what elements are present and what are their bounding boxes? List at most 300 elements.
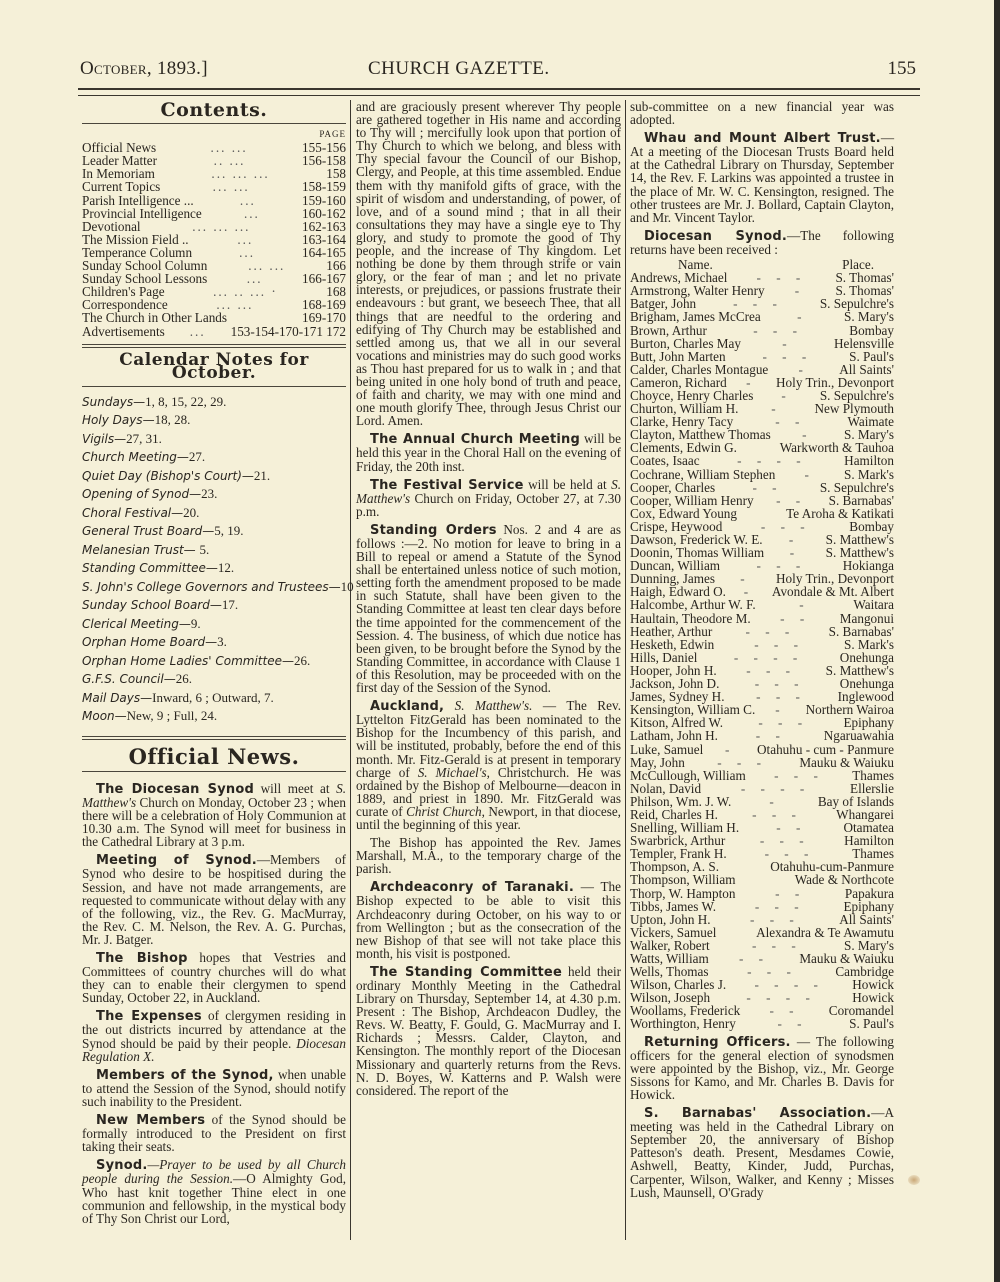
toc-entry-label: Official News <box>82 140 157 156</box>
table-row <box>630 494 894 507</box>
member-name: Hesketh, Edwin <box>630 636 715 652</box>
toc-entry <box>82 233 346 246</box>
leader-dashes: - - - <box>756 559 807 573</box>
member-name: Clarke, Henry Tacy <box>630 414 734 430</box>
calendar-entry-label: Vigils— <box>82 431 127 446</box>
member-place: Epiphany <box>843 898 894 914</box>
calendar-entry-value: 10 <box>340 578 354 594</box>
toc-entry <box>82 194 346 207</box>
divider <box>82 123 346 124</box>
article-members: Members of the Synod, when unable to attend the Session of the Synod, should notify such inability to the President. <box>82 1066 346 1109</box>
table-row <box>630 873 894 886</box>
calendar-entry <box>82 707 346 726</box>
member-name: Woollams, Frederick <box>630 1003 741 1019</box>
synod-returns-table <box>630 258 894 1031</box>
member-name: Clayton, Matthew Thomas <box>630 427 771 443</box>
toc-entry-pages: 162-163 <box>302 218 346 234</box>
member-name: Heather, Arthur <box>630 623 713 639</box>
leader-dashes: - - - <box>752 807 802 822</box>
member-name: Calder, Charles Montague <box>630 361 769 377</box>
table-row <box>630 638 894 651</box>
article-diocesan-synod-returns: Diocesan Synod.—The following returns have been received : <box>630 227 894 257</box>
member-place: Howick <box>852 990 894 1006</box>
toc-entry <box>82 220 346 233</box>
table-row <box>630 887 894 900</box>
toc-leader-dots: ... <box>239 244 255 260</box>
calendar-heading: Calendar Notes for October. <box>119 349 309 383</box>
calendar-entry-value: Inward, 6 ; Outward, 7. <box>152 689 274 705</box>
table-row <box>630 337 894 350</box>
calendar-entry-label: Church Meeting— <box>82 450 189 465</box>
article-annual-meeting: The Annual Church Meeting will be held this year in the Choral Hall on the evening of Friday, the 20th inst. <box>356 431 621 474</box>
member-name: Thompson, William <box>630 872 736 888</box>
leader-dashes: - - - <box>774 768 824 782</box>
article-standing-orders: Standing Orders Nos. 2 and 4 are as follows :—2. No motion for leave to bring in a Bill to repeal or amend a Statute of the Synod shall be entertained unless notice of such motion, setting forth the amendment proposed to be made in such Statute, shall have been given to the Standing Committee at least ten clear days before the time appointed for the commencement of the Session. 4. The business, of which due notice has been given, to be brought before the Synod by the Standing Committee, in accordance with Clause 1 of this Resolution, may be proceeded with on the first day of the Session of the Synod. <box>356 521 621 696</box>
calendar-entry-value: 5, 19. <box>214 523 244 539</box>
member-place: Mangonui <box>839 610 894 626</box>
member-place: S. Mark's <box>843 466 894 482</box>
calendar-entry-label: G.F.S. Council— <box>82 672 176 687</box>
member-name: Walker, Robert <box>630 937 710 953</box>
member-name: Luke, Samuel <box>630 741 704 757</box>
member-place: Thames <box>852 767 894 783</box>
member-name: Kensington, William C. <box>630 702 756 718</box>
calendar-entry-label: S. John's College Governors and Trustees— <box>82 579 341 594</box>
calendar-entry-value: 17. <box>221 597 239 613</box>
calendar-entry <box>82 633 346 652</box>
member-name: Brigham, James McCrea <box>630 309 761 325</box>
calendar-entry-label: Choral Festival— <box>82 505 184 520</box>
table-row <box>630 310 894 323</box>
member-place: Bombay <box>849 518 894 534</box>
column-right <box>630 100 894 1204</box>
toc-entry-label: Parish Intelligence ... <box>82 192 194 208</box>
member-name: Duncan, William <box>630 558 721 574</box>
member-name: Wells, Thomas <box>630 964 709 980</box>
article-synod-prayer: Synod.—Prayer to be used by all Church people during the Session.—O Almighty God, Who hast knit together Thine elect in one communion and fellowship, in the mystical body of Thy Son Christ our Lord, <box>82 1157 347 1226</box>
toc-entry-pages: 166 <box>326 258 346 274</box>
article-expenses: The Expenses of clergymen residing in the out districts incurred by attendance at the Synod should be paid by their people. Diocesan Regulation X. <box>82 1008 346 1064</box>
masthead-rule <box>78 88 920 96</box>
member-name: Snelling, William H. <box>630 820 740 836</box>
leader-dashes: - - - <box>756 271 807 285</box>
member-place: Holy Trin., Devonport <box>776 374 894 390</box>
leader-dashes: - - - <box>758 716 809 730</box>
toc-entry-pages: 159-160 <box>302 192 346 208</box>
toc-entry-label: Correspondence <box>82 297 168 313</box>
table-row <box>630 769 894 782</box>
member-place: S. Thomas' <box>835 283 894 299</box>
toc-entry-pages: 158-159 <box>302 179 346 195</box>
table-row <box>630 468 894 481</box>
leader-dashes: - - - <box>746 663 797 678</box>
leader-dashes: - <box>798 362 809 376</box>
member-name: Latham, John H. <box>630 728 718 744</box>
leader-dashes: - <box>740 572 751 586</box>
leader-dashes: - <box>724 742 736 756</box>
leader-dashes: - <box>775 703 786 717</box>
calendar-entry-value: 20. <box>183 504 200 520</box>
member-name: Jackson, John D. <box>630 676 720 692</box>
member-name: Butt, John Marten <box>630 348 726 364</box>
member-place: Otahuhu-cum-Panmure <box>770 859 894 875</box>
member-place: Bombay <box>849 322 894 338</box>
article-meeting-of-synod: Meeting of Synod.—Members of Synod who desire to be hospitised during the Session, and have not made arrangements, are requested to communicate without delay with any of the following, viz., the Rev. G. MacMurray, the Rev. C. M. Nelson, the Rev. A. G. Purchas, Mr. J. Batger. <box>82 852 347 947</box>
leader-dashes <box>735 873 794 886</box>
column-header-name: Name. <box>678 257 713 273</box>
leader-dashes: - - - <box>756 690 806 704</box>
masthead <box>80 58 916 84</box>
calendar-entry-value: 26. <box>293 652 311 668</box>
toc-entry-label: Temperance Column <box>82 244 193 260</box>
toc-leader-dots: ... ... ... <box>211 166 270 182</box>
leader-dashes: - - - <box>747 965 797 979</box>
divider <box>82 386 346 387</box>
leader-dashes: - - - - <box>740 781 811 795</box>
calendar-entry-value: 3. <box>217 634 227 650</box>
toc-entry-pages: 168 <box>326 284 346 300</box>
table-row <box>630 324 894 337</box>
table-row <box>630 900 894 913</box>
table-row <box>630 756 894 769</box>
member-name: Wilson, Charles J. <box>630 977 727 993</box>
table-row <box>630 598 894 611</box>
member-place: Papakura <box>844 885 894 901</box>
member-place: Wade & Northcote <box>794 872 894 888</box>
member-place: S. Matthew's <box>825 662 894 678</box>
calendar-entry-value: 12. <box>217 560 235 576</box>
column-header-place: Place. <box>842 257 874 273</box>
article-taranaki: Archdeaconry of Taranaki. — The Bishop expected to be able to visit this Archdeaconry during October, on his way to or from Wellington ; but as the consecration of the new Bishop of that see will not take place this month, his visit is postponed. <box>356 879 621 961</box>
member-place: Waitara <box>853 597 894 613</box>
toc-leader-dots: ... ... <box>210 140 248 156</box>
calendar-entry-label: Mail Days— <box>82 690 153 705</box>
calendar-entry-label: General Trust Board— <box>82 524 215 539</box>
member-place: Inglewood <box>837 689 894 705</box>
member-name: Armstrong, Walter Henry <box>630 283 765 299</box>
leader-dashes: - - - - <box>746 991 816 1005</box>
toc-entry <box>82 207 346 220</box>
calendar-entry <box>82 522 346 541</box>
table-row <box>630 507 894 520</box>
member-name: Burton, Charles May <box>630 335 741 351</box>
leader-dashes: - - - <box>760 519 811 533</box>
article-diocesan-synod: The Diocesan Synod will meet at S. Matthew's Church on Monday, October 23 ; when there will be a celebration of Holy Communion at 10.30 a.m. The Synod will meet for business in the Cathedral Library at 3 p.m. <box>82 780 346 850</box>
leader-dashes: - - - <box>754 637 804 651</box>
column-divider <box>350 100 351 1240</box>
member-place: Avondale & Mt. Albert <box>771 584 894 600</box>
member-place: Waimate <box>847 414 894 430</box>
divider <box>82 736 346 740</box>
member-place: Thames <box>852 846 894 862</box>
toc-entry-label: The Mission Field .. <box>82 231 189 247</box>
member-name: Templer, Frank H. <box>630 846 727 862</box>
calendar-entry <box>82 448 346 467</box>
calendar-entry-label: Sundays— <box>82 394 146 409</box>
member-name: Cox, Edward Young <box>630 505 737 521</box>
leader-dashes: - <box>769 794 780 808</box>
leader-dashes: - - <box>775 886 806 900</box>
calendar-entry-label: Sunday School Board— <box>82 598 222 613</box>
member-place: Epiphany <box>843 715 894 731</box>
leader-dashes: - - - <box>745 624 796 638</box>
calendar-entry-label: Clerical Meeting— <box>82 616 191 631</box>
member-place: All Saints' <box>839 361 894 377</box>
column-left <box>82 99 354 1230</box>
toc-entry-label: In Memoriam <box>82 166 155 182</box>
member-name: Hills, Daniel <box>630 649 698 665</box>
member-place: S. Mary's <box>843 937 894 953</box>
toc-entry <box>82 311 346 324</box>
leader-dashes: - - - <box>733 297 783 311</box>
member-place: S. Mark's <box>843 636 894 652</box>
calendar-entry <box>82 596 346 615</box>
toc-page-label: PAGE <box>319 129 346 140</box>
member-name: Crispe, Heywood <box>630 518 723 534</box>
calendar-entry <box>82 504 346 523</box>
calendar-entry <box>82 670 346 689</box>
member-place: Hamilton <box>844 833 894 849</box>
leader-dashes: - <box>789 546 801 560</box>
member-place: Northern Wairoa <box>805 702 894 718</box>
toc-entry-pages: 158 <box>326 166 346 182</box>
leader-dashes: - - <box>752 480 783 494</box>
toc-leader-dots: ... .. ... · <box>213 284 278 300</box>
member-place: S. Sepulchre's <box>819 479 894 495</box>
calendar-entry-value: 9. <box>190 615 201 631</box>
leader-dashes: - - <box>755 729 786 743</box>
member-place: S. Paul's <box>849 1016 894 1032</box>
leader-dashes <box>716 926 756 939</box>
calendar-entry <box>82 541 346 560</box>
toc-leader-dots: ... ... <box>248 258 286 274</box>
member-name: Philson, Wm. J. W. <box>630 793 732 809</box>
member-place: Howick <box>852 977 894 993</box>
calendar-entry-value: 27. <box>188 449 206 465</box>
member-name: Cochrane, William Stephen <box>630 466 776 482</box>
toc-entry-label: Children's Page <box>82 284 165 300</box>
member-place: Otamatea <box>843 820 894 836</box>
table-row <box>630 795 894 808</box>
toc-entry <box>82 325 346 338</box>
member-place: Onehunga <box>839 649 894 665</box>
table-row <box>630 926 894 939</box>
divider <box>82 344 346 348</box>
leader-dashes: - <box>804 467 815 481</box>
member-name: Haultain, Theodore M. <box>630 610 751 626</box>
toc-list <box>82 141 346 337</box>
toc-leader-dots: .. ... <box>213 153 246 169</box>
member-name: Andrews, Michael <box>630 270 728 286</box>
calendar-entry <box>82 615 346 634</box>
calendar-entry-value: 21. <box>253 467 271 483</box>
calendar-entry-value: 26. <box>175 671 192 687</box>
toc-entry-label: Provincial Intelligence <box>82 205 202 221</box>
member-place: Ellerslie <box>850 780 894 796</box>
table-row <box>630 350 894 363</box>
member-place: S. Matthew's <box>825 532 894 547</box>
toc-entry-label: Sunday School Lessons <box>82 271 208 287</box>
member-name: Watts, William <box>630 951 709 966</box>
member-name: Cameron, Richard <box>630 374 727 390</box>
member-name: Batger, John <box>630 296 697 312</box>
member-name: Thorp, W. Hampton <box>630 885 736 901</box>
table-row <box>630 1017 894 1030</box>
table-row <box>630 612 894 625</box>
toc-entry-pages: 169-170 <box>302 310 346 326</box>
member-name: Cooper, William Henry <box>630 492 754 508</box>
calendar-entry <box>82 430 346 449</box>
toc-entry-pages: 166-167 <box>302 271 346 287</box>
publication-title: CHURCH GAZETTE. <box>368 58 550 79</box>
toc-entry-pages: 153-154-170-171 172 <box>230 323 346 339</box>
member-name: Halcombe, Arthur W. F. <box>630 597 756 613</box>
toc-leader-dots: ... <box>239 192 256 208</box>
member-place: Hokianga <box>842 558 894 574</box>
member-place: Mauku & Waiuku <box>799 754 894 770</box>
leader-dashes: - - <box>776 493 807 507</box>
calendar-entry <box>82 467 346 486</box>
toc-entry-label: The Church in Other Lands <box>82 310 228 326</box>
calendar-entry-value: 27, 31. <box>126 430 162 446</box>
member-place: S. Sepulchre's <box>819 387 894 403</box>
toc-entry-label: Leader Matter <box>82 153 158 169</box>
member-name: Brown, Arthur <box>630 322 707 338</box>
toc-entry-pages: 164-165 <box>302 244 346 260</box>
calendar-entry <box>82 411 346 430</box>
leader-dashes: - <box>799 598 810 612</box>
leader-dashes: - <box>802 428 813 442</box>
member-place: S. Paul's <box>849 348 894 364</box>
toc-leader-dots <box>227 311 302 324</box>
article-barnabas-association: S. Barnabas' Association.—A meeting was held in the Cathedral Library on September 20, the anniversary of Bishop Patteson's death. Present, Mesdames Cowie, Ashwell, Beatty, Kinder, Judd, Purchas, Carpenter, Wilson, Walker, and Kenny ; Misses Lush, Maunsell, O'Grady <box>630 1105 894 1200</box>
member-place: Warkworth & Tauhoa <box>779 440 894 456</box>
member-place: S. Barnabas' <box>828 623 894 639</box>
leader-dashes: - - - <box>717 755 767 769</box>
official-news-heading: Official News. <box>128 743 300 769</box>
table-row <box>630 651 894 664</box>
calendar-entry-value: New, 9 ; Full, 24. <box>126 708 218 724</box>
leader-dashes: - <box>771 402 782 416</box>
member-name: Dawson, Frederick W. E. <box>630 532 763 547</box>
member-name: Doonin, Thomas William <box>630 545 765 561</box>
calendar-entry-label: Orphan Home Ladies' Committee— <box>82 653 294 668</box>
toc-leader-dots: ... ... <box>216 297 254 313</box>
leader-dashes: - <box>743 585 755 599</box>
leader-dashes: - - <box>738 952 770 966</box>
leader-dashes: - <box>782 336 793 350</box>
toc-leader-dots: ... <box>237 231 254 247</box>
member-name: McCullough, William <box>630 767 746 783</box>
issue-date: October, 1893.] <box>80 58 208 79</box>
member-place: Alexandra & Te Awamutu <box>756 924 894 940</box>
toc-leader-dots: ... ... ... <box>192 218 251 234</box>
calendar-entry-label: Orphan Home Board— <box>82 635 218 650</box>
calendar-entry-label: Melanesian Trust— <box>82 542 200 557</box>
member-place: Mauku & Waiuku <box>799 951 894 966</box>
toc-leader-dots: ... <box>243 205 260 221</box>
article-returning-officers: Returning Officers. — The following officers for the general election of synodsmen were appointed by the Bishop, viz., Mr. George Sissons for Kamo, and Mr. Charles B. Davis for Howick. <box>630 1033 895 1102</box>
member-place: New Plymouth <box>814 401 894 417</box>
table-row <box>630 363 894 376</box>
member-place: Hamilton <box>844 453 894 469</box>
member-name: Tibbs, James W. <box>630 898 716 914</box>
member-name: Vickers, Samuel <box>630 924 717 940</box>
member-place: Ngaruawahia <box>823 728 894 744</box>
table-row <box>630 782 894 795</box>
toc-entry-pages: 156-158 <box>302 153 346 169</box>
member-place: Otahuhu - cum - Panmure <box>757 741 894 757</box>
calendar-entry-value: 23. <box>201 486 218 502</box>
member-name: Thompson, A. S. <box>630 859 720 875</box>
leader-dashes: - - - <box>753 323 803 337</box>
member-name: Worthington, Henry <box>630 1016 736 1032</box>
table-row <box>630 481 894 494</box>
article-whau-trust: Whau and Mount Albert Trust.—At a meeting of the Diocesan Trusts Board held at the Cathedral Library on Thursday, September 14, the Rev. F. Larkins was appointed a trustee in the place of Mr. W. C. Kensington, resigned. The other trustees are Mr. J. Bollard, Captain Clayton, and Mr. Vincent Taylor. <box>630 130 894 225</box>
calendar-entry <box>82 689 346 708</box>
leader-dashes: - - <box>777 1017 808 1031</box>
member-name: Dunning, James <box>630 571 715 587</box>
article-standing-committee: The Standing Committee held their ordinary Monthly Meeting in the Cathedral Library on Thursday, September 14, at 4.30 p.m. Present : The Bishop, Archdeacon Dudley, the Revs. W. Beatty, F. Gould, G. MacMurray and I. Richards ; Messrs. Calder, Clayton, and Kensington. The monthly report of the Diocesan Missionary and quarterly returns from the Revs. N. D. Boyes, W. Katterns and P. Walsh were considered. The report of the <box>356 963 621 1098</box>
page-edge <box>994 0 1000 1282</box>
leader-dashes: - - <box>769 1004 800 1018</box>
member-place: Cambridge <box>835 964 894 980</box>
article-marshall: The Bishop has appointed the Rev. James Marshall, M.A., to the temporary charge of the parish. <box>356 835 621 877</box>
leader-dashes: - - - <box>759 834 810 848</box>
calendar-entry <box>82 652 346 671</box>
leader-dashes <box>737 441 780 454</box>
member-place: S. Sepulchre's <box>819 296 894 312</box>
official-news-section <box>82 743 347 1226</box>
member-name: Cooper, Charles <box>630 479 716 495</box>
member-place: All Saints' <box>839 911 894 927</box>
toc-entry-pages: 155-156 <box>302 140 346 156</box>
member-place: Holy Trin., Devonport <box>776 571 894 587</box>
member-name: Clements, Edwin G. <box>630 440 737 456</box>
toc-leader-dots: ... <box>246 271 263 287</box>
member-place: S. Barnabas' <box>828 492 894 508</box>
toc-entry-pages: 163-164 <box>302 231 346 247</box>
leader-dashes: - - - <box>764 847 815 861</box>
member-name: Reid, Charles H. <box>630 806 718 822</box>
leader-dashes: - - <box>775 415 806 429</box>
article-festival-service: The Festival Service will be held at S. Matthew's Church on Friday, October 27, at 7.30 p.m. <box>356 476 621 519</box>
member-name: Hooper, John H. <box>630 662 717 678</box>
calendar-entry-value: 18, 28. <box>154 412 191 428</box>
subcommittee-continuation: sub-committee on a new financial year was adopted. <box>630 99 894 128</box>
member-place: Helensville <box>833 335 894 351</box>
toc-entry-pages: 168-169 <box>302 297 346 313</box>
toc-leader-dots: ... ... <box>212 179 250 195</box>
member-name: Swarbrick, Arthur <box>630 833 726 849</box>
divider <box>82 771 346 772</box>
member-name: Choyce, Henry Charles <box>630 387 754 403</box>
leader-dashes: - - - - <box>754 978 824 992</box>
calendar-entry-label: Moon— <box>82 709 127 724</box>
contents-heading: Contents. <box>160 99 268 121</box>
leader-dashes: - - - - <box>737 454 807 468</box>
column-divider <box>625 100 626 1240</box>
leader-dashes: - - - - <box>733 650 804 664</box>
member-name: Haigh, Edward O. <box>630 584 726 600</box>
article-the-bishop: The Bishop hopes that Vestries and Committees of country churches will do what they can to enable their clergymen to spend Sunday, October 22, in Auckland. <box>82 950 346 1006</box>
contents-section <box>82 99 346 348</box>
column-middle <box>356 100 621 1102</box>
leader-dashes: - - - <box>750 912 800 926</box>
table-row <box>630 376 894 389</box>
member-place: Bay of Islands <box>817 793 894 809</box>
member-place: Te Aroha & Katikati <box>786 505 894 521</box>
